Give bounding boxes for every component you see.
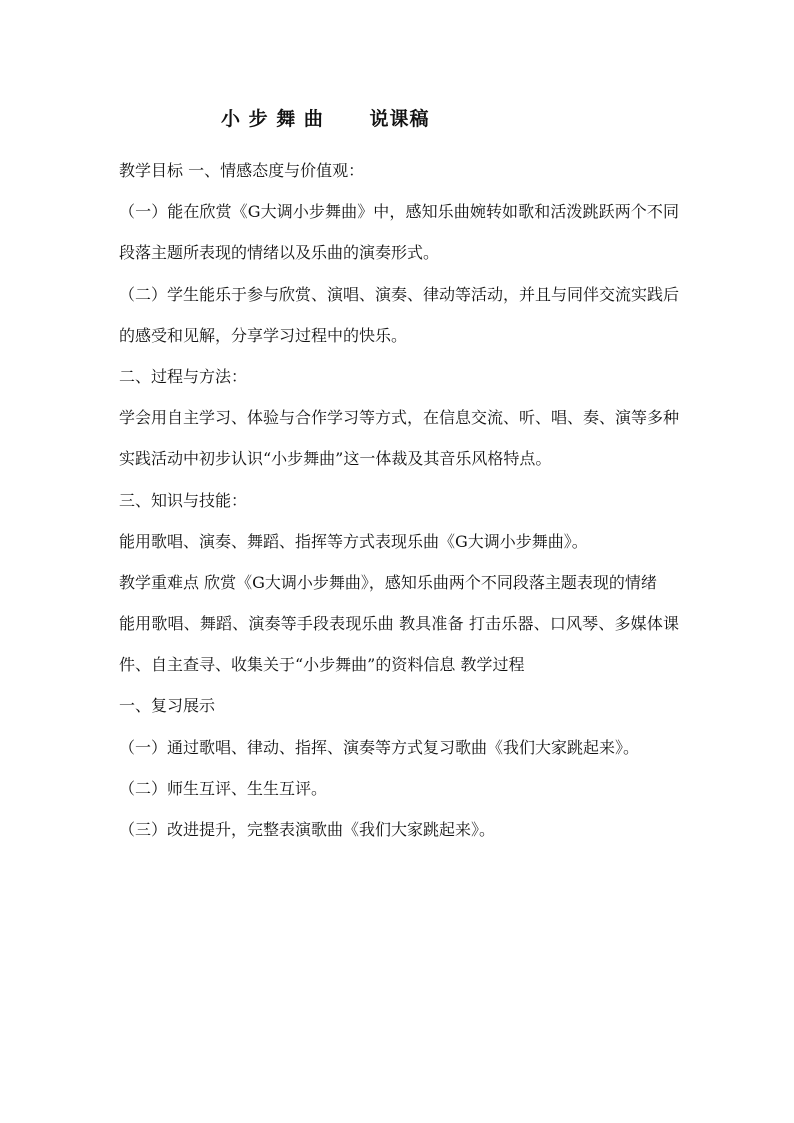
paragraph-goal-1: （一）能在欣赏《G大调小步舞曲》中，感知乐曲婉转如歌和活泼跳跃两个不同段落主题所表现的情绪以及乐曲的演奏形式。 [119,202,679,263]
paragraph-review-3: （三）改进提升，完整表演歌曲《我们大家跳起来》。 [119,820,496,840]
paragraph-teaching-goals: 教学目标 一、情感态度与价值观： [119,161,365,180]
paragraph-skills: 能用歌唱、演奏、舞蹈、指挥等方式表现乐曲《G大调小步舞曲》。 [119,531,588,551]
paragraph-review-heading: 一、复习展示 [119,696,216,716]
paragraph-process-heading: 二、过程与方法： [119,367,248,387]
paragraph-materials: 能用歌唱、舞蹈、演奏等手段表现乐曲 教具准备 打击乐器、口风琴、多媒体课件、自主查寻、收集关于“小步舞曲”的资料信息 教学过程 [119,614,679,675]
paragraph-key-points: 教学重难点 欣赏《G大调小步舞曲》，感知乐曲两个不同段落主题表现的情绪 [119,573,657,593]
document-title: 小 步 舞 曲 说课稿 [221,108,430,130]
document-body [119,150,679,850]
paragraph-review-1: （一）通过歌唱、律动、指挥、演奏等方式复习歌曲《我们大家跳起来》。 [119,737,640,757]
paragraph-review-2: （二）师生互评、生生互评。 [119,778,328,798]
paragraph-goal-2: （二）学生能乐于参与欣赏、演唱、演奏、律动等活动，并且与同伴交流实践后的感受和见解，分享学习过程中的快乐。 [119,284,680,345]
paragraph-process: 学会用自主学习、体验与合作学习等方式，在信息交流、听、唱、奏、演等多种实践活动中初步认识“小步舞曲”这一体裁及其音乐风格特点。 [119,408,680,469]
paragraph-skills-heading: 三、知识与技能： [119,490,248,510]
